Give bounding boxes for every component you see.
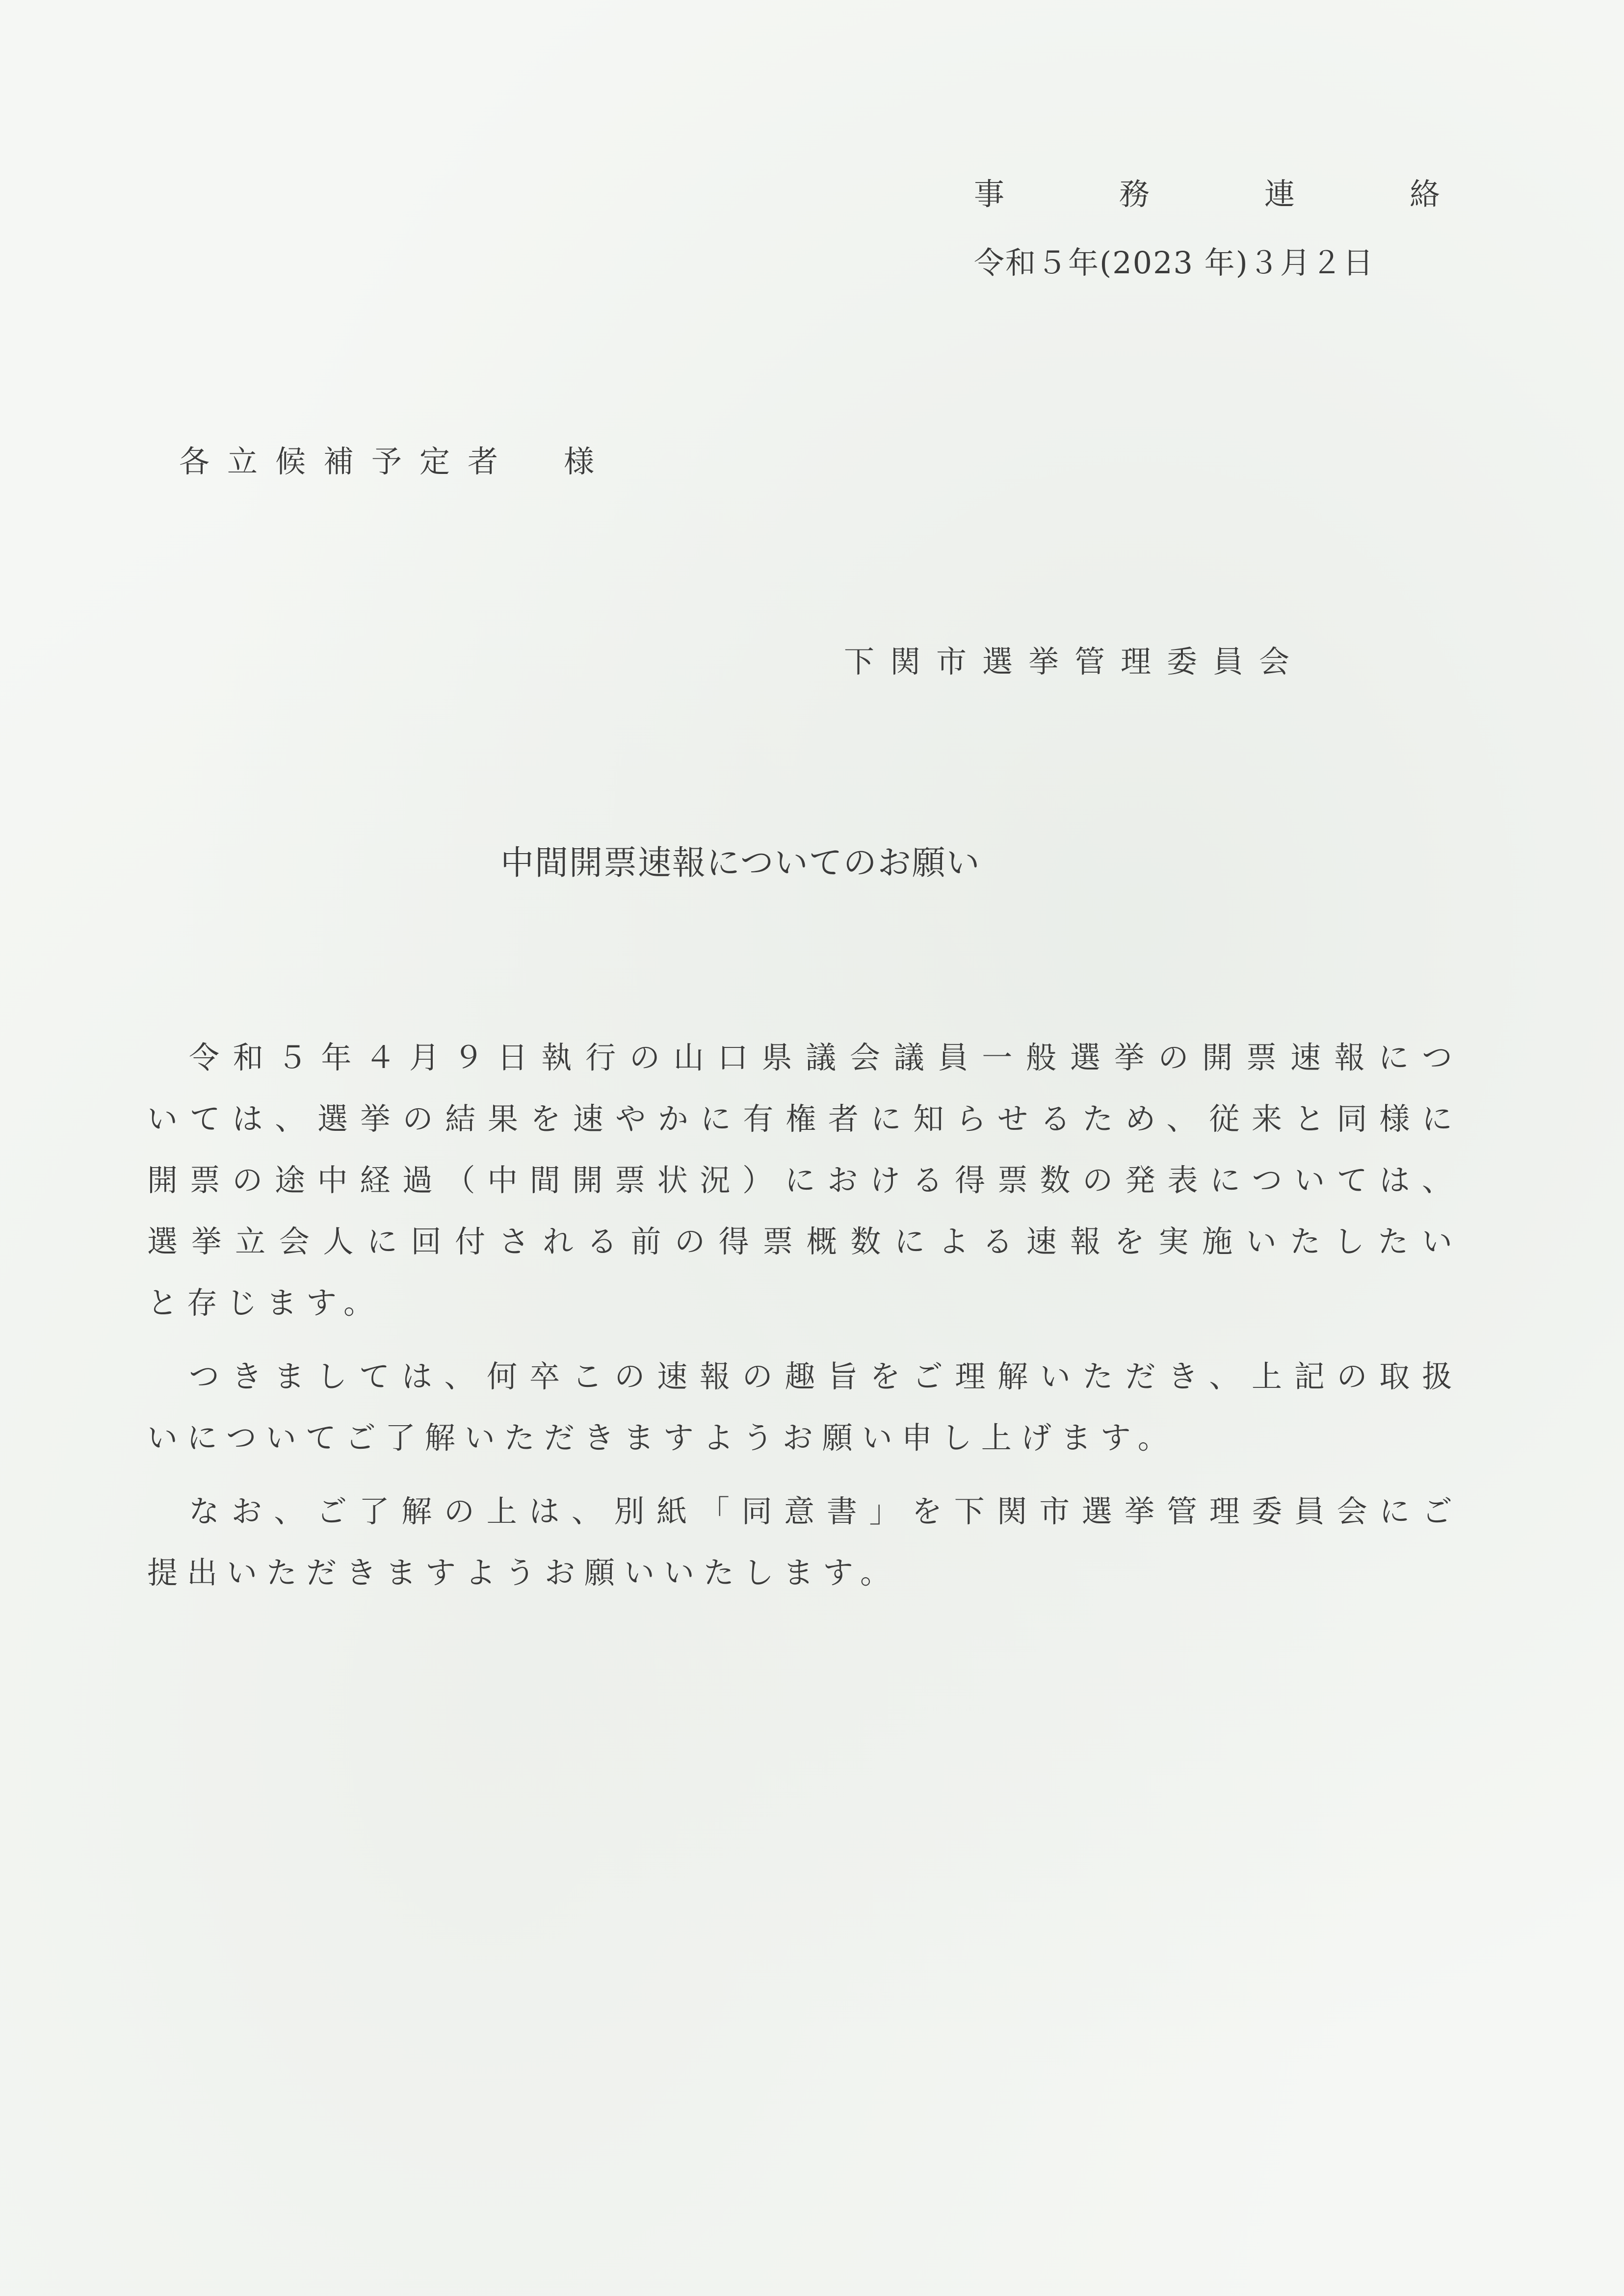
body-line: 提出いただきますようお願いいたします。 bbox=[147, 1555, 900, 1591]
body-line: 選挙立会人に回付される前の得票概数による速報を実施いたしたい bbox=[147, 1224, 1452, 1259]
body-line: 令和５年４月９日執行の山口県議会議員一般選挙の開票速報につ bbox=[189, 1040, 1452, 1075]
body-line: と存じます。 bbox=[147, 1285, 384, 1321]
body-line: 開票の途中経過（中間開票状況）における得票数の発表については、 bbox=[147, 1162, 1452, 1198]
document-type-char: 務 bbox=[1119, 176, 1150, 212]
body-line: なお、ご了解の上は、別紙「同意書」を下関市選挙管理委員会にご bbox=[189, 1493, 1452, 1529]
document-type-char: 連 bbox=[1264, 176, 1295, 212]
addressee: 各立候補予定者 様 bbox=[179, 444, 612, 479]
body-line: いては、選挙の結果を速やかに有権者に知らせるため、従来と同様に bbox=[147, 1101, 1452, 1137]
body-line: いについてご了解いただきますようお願い申し上げます。 bbox=[147, 1420, 1178, 1456]
document-title: 中間開票速報についてのお願い bbox=[500, 844, 981, 883]
document-type-char: 事 bbox=[974, 176, 1005, 212]
document-date: 令和５年(2023 年)３月２日 bbox=[974, 245, 1374, 281]
document-type-char: 絡 bbox=[1409, 176, 1440, 212]
document-type-heading bbox=[974, 176, 1440, 212]
sender: 下関市選挙管理委員会 bbox=[844, 644, 1306, 679]
body-line: つきましては、何卒この速報の趣旨をご理解いただき、上記の取扱 bbox=[189, 1358, 1452, 1394]
